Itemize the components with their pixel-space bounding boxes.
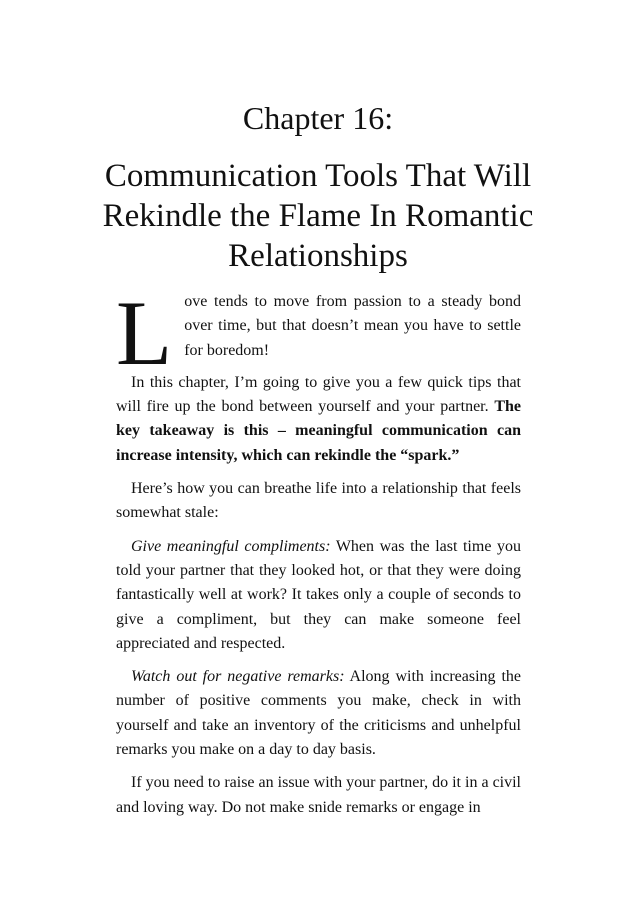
- chapter-title: Communication Tools That Will Rekindle the Flame In Romantic Relationships: [102, 158, 534, 274]
- drop-cap: L: [116, 282, 173, 384]
- paragraph-1-text: ove tends to move from passion to a steady bond over time, but that doesn’t mean you have to settle for boredom!: [184, 293, 521, 359]
- tip-heading-compliments: Give meaningful compliments:: [131, 537, 331, 555]
- paragraph-4-text: When was the last time you told your partner that they looked hot, or that they were doing fantastically well at work? It takes only a couple of seconds to give a compliment, but they can make someone feel appreciated and respected.: [116, 537, 521, 652]
- paragraph-5: [116, 665, 521, 762]
- paragraph-3-text: Here’s how you can breathe life into a relationship that feels somewhat stale:: [116, 480, 521, 522]
- key-takeaway: The key takeaway is this – meaningful communication can increase intensity, which can rekindle the “spark.”: [116, 398, 521, 464]
- chapter-number: Chapter 16:: [242, 100, 394, 136]
- paragraph-6-text: If you need to raise an issue with your partner, do it in a civil and loving way. Do not make snide remarks or engage in: [116, 774, 521, 816]
- paragraph-2-text: In this chapter, I’m going to give you a few quick tips that will fire up the bond between yourself and your partner.: [116, 373, 521, 416]
- paragraph-4: [116, 535, 521, 656]
- paragraph-5-text: Along with increasing the number of positive comments you make, check in with yourself and take an inventory of the criticisms and unhelpful remarks you make on a day to day basis.: [116, 668, 521, 759]
- paragraph-6: [116, 771, 521, 820]
- paragraph-3: [116, 477, 521, 526]
- tip-heading-negative-remarks: Watch out for negative remarks:: [131, 668, 345, 686]
- body-text: [116, 282, 521, 829]
- paragraph-1: [116, 282, 521, 384]
- paragraph-2: [116, 371, 521, 468]
